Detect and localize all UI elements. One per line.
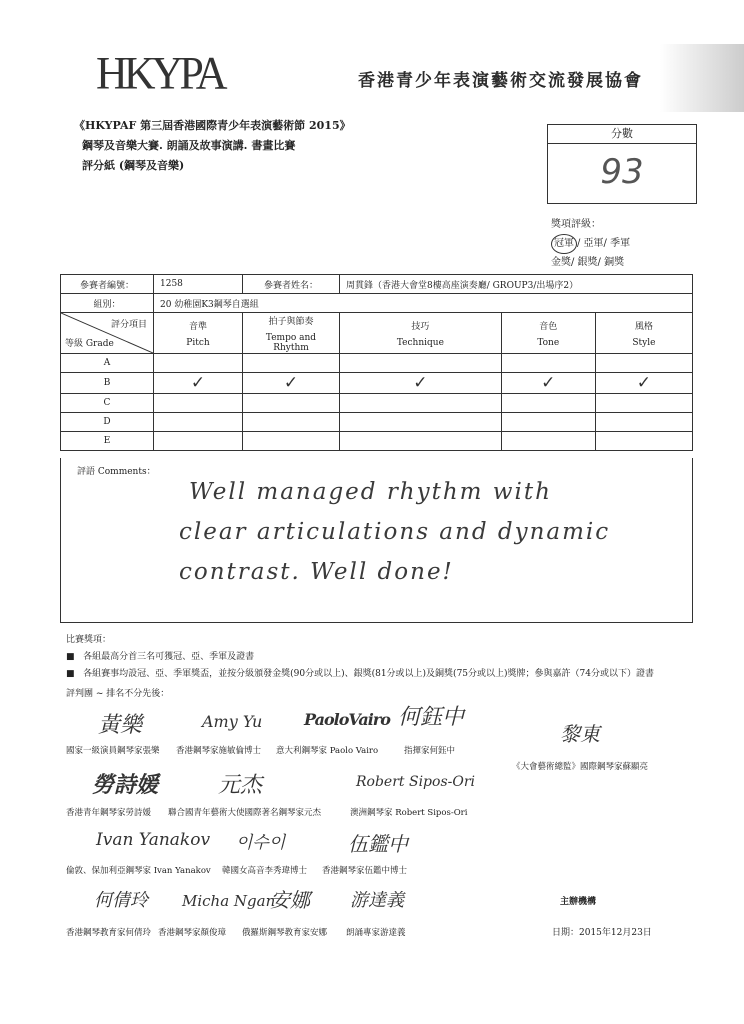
criterion-technique: 技巧 Technique [340, 313, 502, 354]
criteria-header-row [61, 313, 693, 354]
criteria-label: 評分項目 [110, 320, 147, 330]
date: 日期：2015年12月23日 [552, 928, 652, 938]
signature: 元杰 [218, 773, 263, 798]
award-circled: 冠軍 [551, 234, 577, 254]
comment-line: Well managed rhythm with [189, 479, 552, 505]
signature: 勞詩媛 [92, 772, 159, 798]
signature: 何鈺中 [398, 705, 465, 730]
grade-row [61, 373, 693, 394]
judge-name: 香港鋼琴家顏俊璋 [158, 928, 227, 938]
signature: Ivan Yanakov [96, 830, 211, 850]
signature: PaoloVairo [304, 710, 390, 729]
award-line-1 [551, 234, 630, 254]
rule-item: ■ 各組最高分首三名可獲冠、亞、季軍及證書 [66, 652, 255, 662]
signature: Micha Ngan [182, 892, 276, 910]
grade-a: A [61, 354, 154, 373]
signature: Robert Sipos-Ori [356, 774, 476, 790]
grade-e: E [61, 432, 154, 451]
grade-label: 等級 Grade [65, 339, 114, 349]
judge-name: 香港鋼琴家伍鑑中博士 [322, 866, 408, 876]
candidate-no: 1258 [154, 275, 243, 294]
judge-name: 韓國女高音李秀瑋博士 [222, 866, 308, 876]
comment-line: clear articulations and dynamic [179, 519, 611, 545]
signature: 黃樂 [98, 713, 143, 738]
grade-row [61, 354, 693, 373]
criterion-tone: 音色 Tone [501, 313, 595, 354]
candidate-name-label: 參賽者姓名： [243, 275, 340, 294]
judge-name: 指揮家何鈺中 [404, 746, 456, 756]
grade-c: C [61, 394, 154, 413]
category-value: 20 幼稚園K3鋼琴自選組 [154, 294, 693, 313]
criteria-corner [61, 313, 154, 354]
candidate-row [61, 275, 693, 294]
check-mark: ✓ [243, 373, 340, 394]
score-table [60, 274, 693, 451]
check-mark: ✓ [154, 373, 243, 394]
title-line: 《HKYPAF 第三屆香港國際青少年表演藝術節 2015》 [74, 119, 351, 132]
award-rating [551, 216, 630, 272]
signature: 安娜 [270, 888, 310, 912]
criterion-tempo: 拍子與節奏 Tempo and Rhythm [243, 313, 340, 354]
score-value: 93 [600, 152, 644, 192]
judges-title: 評判團 ~ 排名不分先後： [66, 689, 170, 699]
candidate-no-label: 參賽者編號： [61, 275, 154, 294]
signature: 何倩玲 [94, 890, 148, 911]
check-mark: ✓ [501, 373, 595, 394]
score-label: 分數 [548, 125, 696, 144]
criterion-pitch: 音準 Pitch [154, 313, 243, 354]
subtitle-line: 鋼琴及音樂大賽. 朗誦及故事演講. 書畫比賽 [82, 139, 296, 152]
grade-d: D [61, 413, 154, 432]
judge-name: 倫敦、保加利亞鋼琴家 Ivan Yanakov [66, 866, 211, 876]
rule-item: ■ 各組賽事均設冠、亞、季軍獎盃，並按分級頒發金獎(90分或以上)、銀獎(81分或以上)及銅獎(75分或以上)獎牌；參與嘉許（74分或以下）證書 [66, 669, 654, 679]
grade-row [61, 413, 693, 432]
award-line-1-rest: / 亞軍/ 季軍 [577, 238, 631, 249]
signature: Amy Yu [202, 712, 263, 731]
judge-name: 國家一級演員鋼琴家張樂 [66, 746, 160, 756]
judge-name: 《大會藝術總監》國際鋼琴家蘇顯亮 [512, 762, 649, 772]
signature: 游達義 [350, 890, 404, 911]
header-shade [660, 44, 744, 112]
judge-name: 朗誦專家游達義 [346, 928, 406, 938]
logo: HKYPA [96, 47, 224, 100]
organizer-label: 主辦機構 [560, 897, 597, 907]
category-label: 組別： [61, 294, 154, 313]
criterion-style: 風格 Style [595, 313, 692, 354]
award-line-2: 金獎/ 銀獎/ 銅獎 [551, 257, 625, 268]
signature: 黎東 [560, 722, 600, 746]
category-row [61, 294, 693, 313]
check-mark: ✓ [595, 373, 692, 394]
judge-name: 聯合國青年藝術大使國際著名鋼琴家元杰 [168, 808, 322, 818]
grade-b: B [61, 373, 154, 394]
check-mark: ✓ [340, 373, 502, 394]
rules-title: 比賽獎項： [66, 635, 112, 645]
grade-row [61, 432, 693, 451]
judge-name: 香港鋼琴家施敏倫博士 [176, 746, 262, 756]
judge-name: 意大利鋼琴家 Paolo Vairo [276, 746, 379, 756]
candidate-name: 周貫鋒（香港大會堂8樓高座演奏廳/ GROUP3/出場序2） [340, 275, 693, 294]
score-box [547, 124, 697, 204]
form-name: 評分紙 (鋼琴及音樂) [82, 159, 185, 172]
judge-name: 香港鋼琴教育家何倩玲 [66, 928, 152, 938]
signature: 伍鑑中 [348, 832, 408, 856]
grade-row [61, 394, 693, 413]
judge-name: 俄羅斯鋼琴教育家安娜 [242, 928, 328, 938]
judge-name: 澳洲鋼琴家 Robert Sipos-Ori [350, 808, 468, 818]
document-titles [74, 116, 351, 176]
signature: 이수이 [236, 833, 286, 853]
handwritten-comments [179, 472, 610, 592]
comments-label: 評語 Comments： [77, 467, 156, 477]
organization-name: 香港青少年表演藝術交流發展協會 [358, 71, 643, 91]
judge-name: 香港青年鋼琴家勞詩媛 [66, 808, 152, 818]
comments-box [60, 458, 693, 623]
award-label: 獎項評級： [551, 219, 601, 230]
comment-line: contrast. Well done! [179, 559, 454, 585]
